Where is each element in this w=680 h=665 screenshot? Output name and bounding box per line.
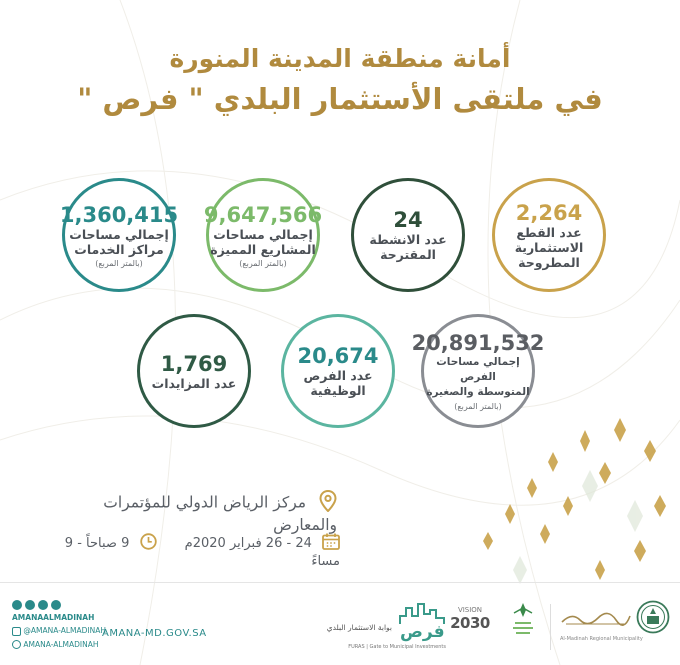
- event-time: 9 صباحاً - 9 مساءً: [64, 536, 340, 569]
- stat-label: عدد الانشطة: [369, 232, 447, 247]
- telegram-icon[interactable]: [12, 600, 22, 610]
- stat-label: إجمالي مساحات: [69, 226, 169, 242]
- header-title-line1: أمانة منطقة المدينة المنورة: [169, 44, 511, 73]
- stat-value: 24: [393, 208, 423, 232]
- event-dates: 24 - 26 فبراير 2020م: [184, 536, 312, 551]
- furas-logo-text: فرص: [400, 622, 445, 642]
- social-icons: [12, 600, 112, 610]
- amana-emblem-icon: [636, 600, 670, 634]
- stat-job-opportunities: [281, 314, 395, 428]
- furas-portal-logo: [296, 600, 446, 655]
- furas-en-subtitle: FURAS | Gate to Municipal Investments: [348, 644, 446, 650]
- social-links: [12, 600, 112, 655]
- location-pin-icon: [319, 490, 337, 516]
- stat-small-medium-opportunities-area: [411, 314, 545, 428]
- stat-label: الوظيفية: [310, 383, 366, 398]
- stat-value: 1,360,415: [59, 202, 179, 227]
- furas-ar-title: بوابة الاستثمار البلدي: [326, 623, 392, 632]
- stat-label: المقترحة: [380, 247, 436, 262]
- social-handle-instagram: [12, 626, 112, 636]
- instagram-icon[interactable]: [12, 627, 21, 636]
- stat-service-centers-area: [59, 178, 179, 292]
- website-link[interactable]: AMANA-MD.GOV.SA: [102, 628, 207, 639]
- header-title-line2: في ملتقى الأستثمار البلدي " فرص ": [77, 82, 603, 116]
- stat-value: 1,769: [160, 351, 228, 376]
- stat-label: مراكز الخدمات: [74, 241, 164, 257]
- ministry-logo: [508, 600, 542, 655]
- twitter-icon[interactable]: [38, 600, 48, 610]
- snapchat-icon[interactable]: [12, 640, 21, 649]
- footer-divider: [0, 582, 680, 583]
- calendar-icon: [322, 533, 340, 554]
- stat-distinguished-projects-area: [203, 178, 323, 292]
- social-handle-main[interactable]: AMANAALMADINAH: [12, 613, 95, 622]
- social-handle-snapchat: [12, 640, 112, 650]
- stat-value: 2,264: [515, 200, 583, 225]
- instagram-handle[interactable]: @AMANA-ALMADINAH: [23, 626, 107, 635]
- amana-name-en: Al-Madinah Regional Municipality: [560, 636, 643, 642]
- stat-label: المتوسطة والصغيرة: [426, 386, 530, 398]
- youtube-icon[interactable]: [25, 600, 35, 610]
- amana-calligraphy-icon: [560, 606, 632, 628]
- stat-unit: (بالمتر المربع): [239, 258, 287, 268]
- vision-label: VISION: [457, 606, 483, 614]
- stat-label: المطروحة: [518, 254, 580, 270]
- venue-text: مركز الرياض الدولي للمؤتمرات والمعارض: [103, 493, 337, 534]
- stat-auctions: [137, 314, 251, 428]
- stat-label: عدد الفرص: [303, 368, 373, 383]
- footer-vertical-divider: [550, 604, 551, 650]
- ministry-emblem-icon: [508, 600, 538, 642]
- vision-2030-logo: [446, 600, 494, 655]
- amana-madinah-logo: [560, 600, 672, 655]
- stat-proposed-activities: [351, 178, 465, 292]
- stat-label: الاستثمارية: [514, 239, 584, 255]
- stat-label: المشاريع المميزة: [210, 241, 316, 257]
- venue-row: [37, 490, 337, 534]
- stat-value: 9,647,566: [203, 202, 323, 227]
- furas-logo-mark: [398, 602, 446, 644]
- date-time-row: [40, 533, 340, 569]
- stat-investment-plots: [492, 178, 606, 292]
- stat-label: عدد المزايدات: [151, 375, 237, 391]
- stat-unit: (بالمتر المربع): [454, 402, 502, 411]
- stat-unit: (بالمتر المربع): [95, 258, 143, 268]
- vision-year: 2030: [450, 614, 490, 632]
- stat-label: إجمالي مساحات: [213, 226, 313, 242]
- stat-value: 20,674: [297, 344, 379, 368]
- stat-value: 20,891,532: [411, 331, 545, 355]
- snapchat-handle[interactable]: AMANA-ALMADINAH: [23, 639, 99, 649]
- facebook-icon[interactable]: [51, 600, 61, 610]
- stat-label: عدد القطع: [516, 224, 582, 240]
- clock-icon: [140, 533, 157, 554]
- stat-label: إجمالي مساحات الفرص: [436, 356, 520, 383]
